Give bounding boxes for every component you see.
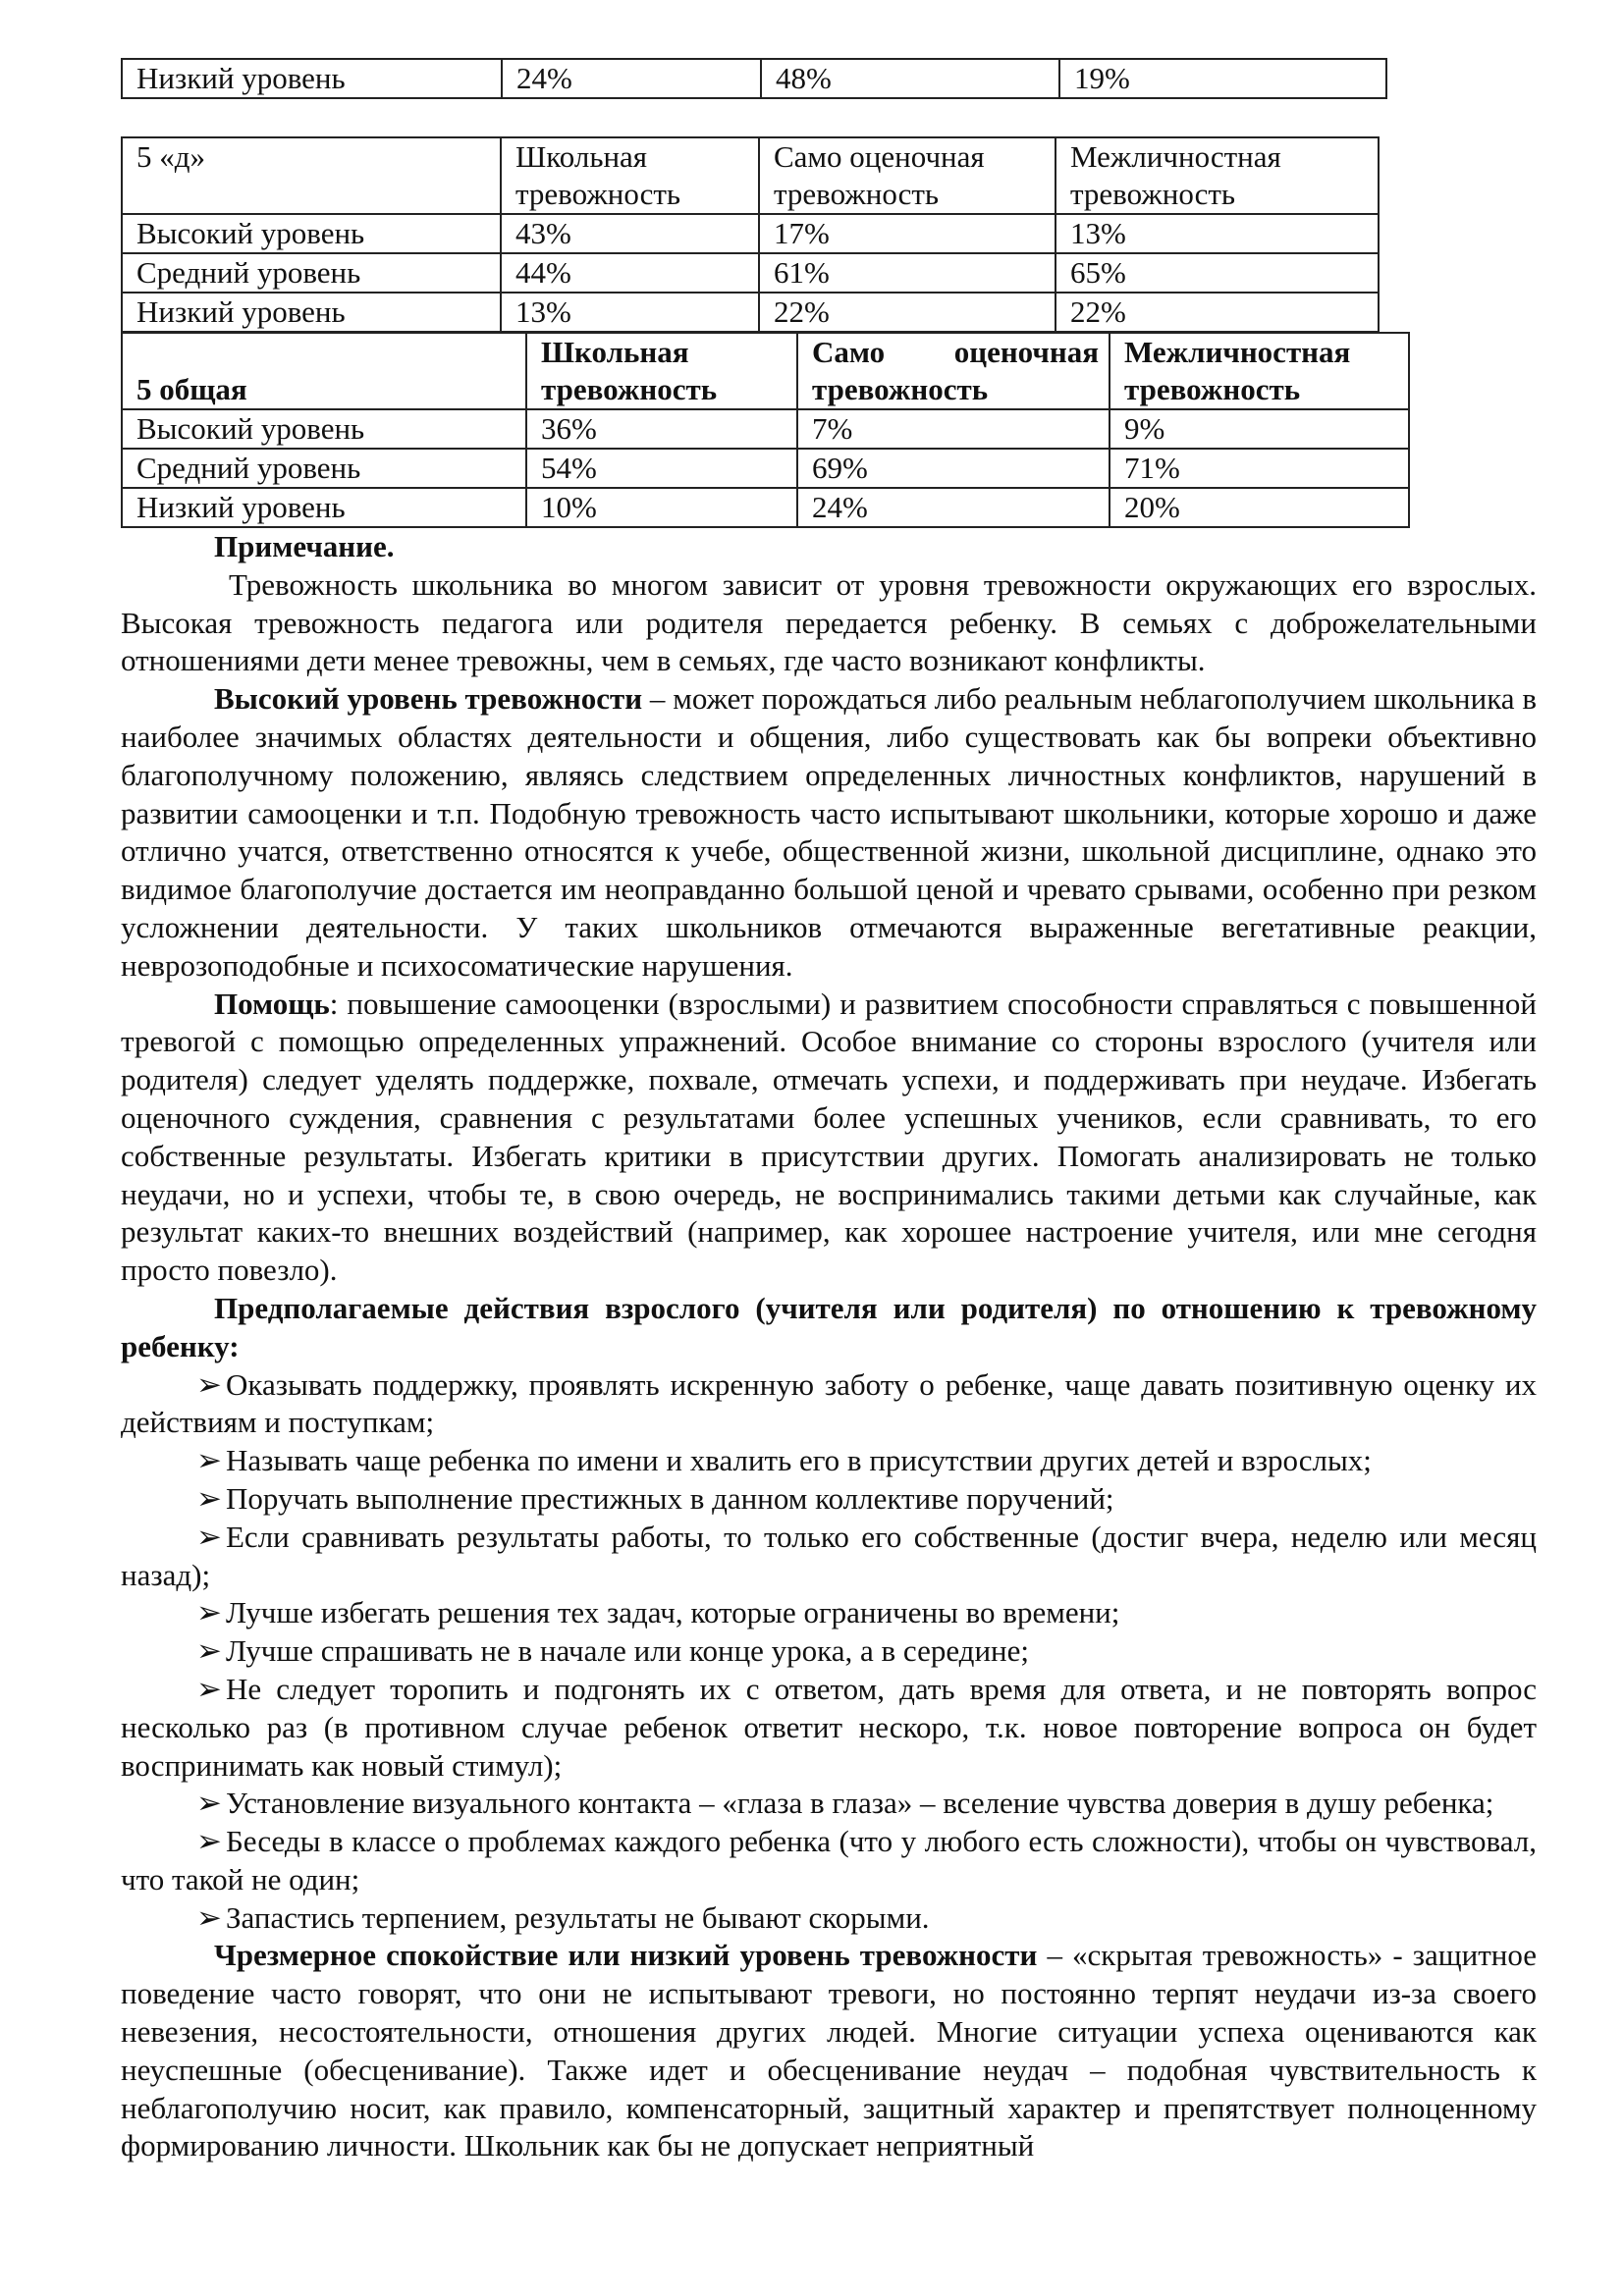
list-item-text: Беседы в классе о проблемах каждого ребенка (что у любого есть сложности), чтобы он чувствовал, что такой не один;	[121, 1824, 1537, 1896]
cell-value: 7%	[797, 409, 1110, 449]
column-header	[1110, 333, 1409, 409]
column-header	[501, 137, 759, 214]
list-item	[121, 1594, 1537, 1632]
arrow-bullet-icon: ➢	[196, 1786, 222, 1821]
column-header	[759, 137, 1056, 214]
arrow-bullet-icon: ➢	[196, 1366, 222, 1402]
list-item-text: Если сравнивать результаты работы, то только его собственные (достиг вчера, неделю или месяц назад);	[121, 1519, 1537, 1592]
results-table-previous-tail	[121, 58, 1387, 99]
column-header-line: тревожность	[1124, 372, 1301, 406]
row-label: Низкий уровень	[122, 488, 526, 527]
column-header-line: тревожность	[812, 372, 989, 406]
cell-value: 20%	[1110, 488, 1409, 527]
cell-value: 71%	[1110, 449, 1409, 488]
column-header-line: Школьная	[541, 335, 689, 369]
actions-heading: Предполагаемые действия взрослого (учителя или родителя) по отношению к тревожному ребенку:	[121, 1290, 1537, 1363]
table-row	[122, 449, 1409, 488]
cell-value: 65%	[1056, 253, 1379, 293]
table-row	[122, 253, 1379, 293]
list-item	[121, 1671, 1537, 1785]
low-anxiety-heading: Чрезмерное спокойствие или низкий уровень тревожности	[214, 1938, 1038, 1973]
table-row	[122, 59, 1386, 98]
cell-value: 54%	[526, 449, 797, 488]
cell-value: 22%	[1056, 293, 1379, 332]
cell-value: 69%	[797, 449, 1110, 488]
column-header	[797, 333, 1110, 409]
cell-value: 36%	[526, 409, 797, 449]
help-text: : повышение самооценки (взрослыми) и развитием способности справляться с повышенной тревогой с помощью определенных упражнений. Особое внимание со стороны взрослого (учителя или родителя) следует уделять поддержке, похвале, отмечать успехи, и поддерживать при неудаче. Избегать оценочного суждения, сравнения с результатами более успешных учеников, если сравнивать, то его собственные результаты. Избегать критики в присутствии других. Помогать анализировать не только неудачи, но и успехи, чтобы те, в свою очередь, не воспринимались такими детьми как случайные, как результат каких-то внешних воздействий (например, как хорошее настроение учителя, или мне сегодня просто повезло).	[121, 986, 1537, 1288]
list-item-text: Запастись терпением, результаты не бывают скорыми.	[226, 1899, 930, 1935]
table-row	[122, 488, 1409, 527]
column-header-line: Межличностная	[1124, 335, 1351, 369]
list-item	[121, 1785, 1537, 1823]
arrow-bullet-icon: ➢	[196, 1480, 222, 1516]
table-title-text: 5 общая	[136, 372, 247, 406]
table-row	[122, 293, 1379, 332]
list-item	[121, 1899, 1537, 1938]
arrow-bullet-icon: ➢	[196, 1671, 222, 1706]
high-anxiety-heading: Высокий уровень тревожности	[214, 681, 643, 717]
column-header-line: Межличностная	[1070, 139, 1281, 174]
list-item-text: Не следует торопить и подгонять их с ответом, дать время для ответа, и не повторять вопрос несколько раз (в противном случае ребенок ответит нескоро, т.к. новое повторение вопроса он будет воспринимать как новый стимул);	[121, 1671, 1537, 1783]
cell-value: 43%	[501, 214, 759, 253]
cell-value: 9%	[1110, 409, 1409, 449]
arrow-bullet-icon: ➢	[196, 1899, 222, 1935]
table-title-text: 5 «д»	[136, 139, 206, 174]
list-item-text: Установление визуального контакта – «глаза в глаза» – вселение чувства доверия в душу ребенка;	[226, 1786, 1494, 1821]
list-item	[121, 1632, 1537, 1671]
cell-value: 61%	[759, 253, 1056, 293]
table-row	[122, 214, 1379, 253]
column-header-line: тревожность	[541, 372, 718, 406]
cell-value: 10%	[526, 488, 797, 527]
cell-value: 24%	[797, 488, 1110, 527]
column-header	[526, 333, 797, 409]
high-anxiety-paragraph	[121, 680, 1537, 985]
cell-value: 13%	[501, 293, 759, 332]
note-title: Примечание.	[214, 529, 395, 563]
help-heading: Помощь	[214, 986, 330, 1021]
column-header-line: тревожность	[515, 177, 681, 211]
results-table-5-total	[121, 332, 1410, 528]
list-item-text: Лучше спрашивать не в начале или конце урока, а в середине;	[226, 1633, 1030, 1669]
column-header-line: тревожность	[774, 177, 940, 211]
arrow-bullet-icon: ➢	[196, 1633, 222, 1669]
table-header-row	[122, 137, 1379, 214]
table-header-row	[122, 333, 1409, 409]
cell-value: 13%	[1056, 214, 1379, 253]
arrow-bullet-icon: ➢	[196, 1595, 222, 1630]
arrow-bullet-icon: ➢	[196, 1824, 222, 1859]
column-header-line: Само оценочная	[812, 335, 1099, 369]
list-item-text: Поручать выполнение престижных в данном коллективе поручений;	[226, 1480, 1114, 1516]
table-title	[122, 333, 526, 409]
high-anxiety-text: – может порождаться либо реальным неблагополучием школьника в наиболее значимых областях деятельности и общения, либо существовать как бы вопреки объективно благополучному положению, являясь следствием определенных личностных конфликтов, нарушений в развитии самооценки и т.п. Подобную тревожность часто испытывают школьники, которые хорошо и даже отлично учатся, ответственно относятся к учебе, общественной жизни, школьной дисциплине, однако это видимое благополучие достается им неоправданно большой ценой и чревато срывами, особенно при резком усложнении деятельности. У таких школьников отмечаются выраженные вегетативные реакции, неврозоподобные и психосоматические нарушения.	[121, 681, 1538, 983]
row-label: Средний уровень	[122, 449, 526, 488]
column-header	[1056, 137, 1379, 214]
list-item	[121, 1366, 1537, 1443]
cell-value: 17%	[759, 214, 1056, 253]
row-label: Низкий уровень	[122, 59, 502, 98]
table-row	[122, 409, 1409, 449]
row-label: Низкий уровень	[122, 293, 501, 332]
note-paragraph: Тревожность школьника во многом зависит от уровня тревожности окружающих его взрослых. Высокая тревожность педагога или родителя передается ребенку. В семьях с доброжелательными отношениями дети менее тревожны, чем в семьях, где часто возникают конфликты.	[121, 566, 1537, 678]
low-anxiety-text: – «скрытая тревожность» - защитное поведение часто говорят, что они не испытывают тревоги, но постоянно терпят неудачи из-за своего невезения, несостоятельности, отношения других людей. Многие ситуации успеха оцениваются как неуспешные (обесценивание). Также идет и обесценивание неудач – подобная чувствительность к неблагополучию носит, как правило, компенсаторный, защитный характер и препятствует полноценному формированию личности. Школьник как бы не допускает неприятный	[121, 1938, 1537, 2163]
cell-value: 19%	[1059, 59, 1386, 98]
note-section	[121, 528, 1537, 2165]
cell-value: 22%	[759, 293, 1056, 332]
list-item-text: Называть чаще ребенка по имени и хвалить его в присутствии других детей и взрослых;	[226, 1443, 1372, 1478]
cell-value: 48%	[761, 59, 1059, 98]
row-label: Высокий уровень	[122, 214, 501, 253]
actions-list	[121, 1366, 1537, 1938]
list-item	[121, 1480, 1537, 1519]
column-header-line: тревожность	[1070, 177, 1236, 211]
cell-value: 24%	[502, 59, 761, 98]
list-item	[121, 1519, 1537, 1595]
list-item-text: Оказывать поддержку, проявлять искренную заботу о ребенке, чаще давать позитивную оценку их действиям и поступкам;	[121, 1366, 1537, 1440]
column-header-line: Само оценочная	[774, 139, 985, 174]
table-title	[122, 137, 501, 214]
row-label: Высокий уровень	[122, 409, 526, 449]
arrow-bullet-icon: ➢	[196, 1443, 222, 1478]
low-anxiety-paragraph	[121, 1937, 1537, 2165]
row-label: Средний уровень	[122, 253, 501, 293]
list-item-text: Лучше избегать решения тех задач, которые ограничены во времени;	[226, 1595, 1120, 1630]
list-item	[121, 1442, 1537, 1480]
help-paragraph	[121, 986, 1537, 1290]
cell-value: 44%	[501, 253, 759, 293]
results-table-5d	[121, 136, 1380, 333]
arrow-bullet-icon: ➢	[196, 1519, 222, 1554]
list-item	[121, 1823, 1537, 1899]
column-header-line: Школьная	[515, 139, 648, 174]
